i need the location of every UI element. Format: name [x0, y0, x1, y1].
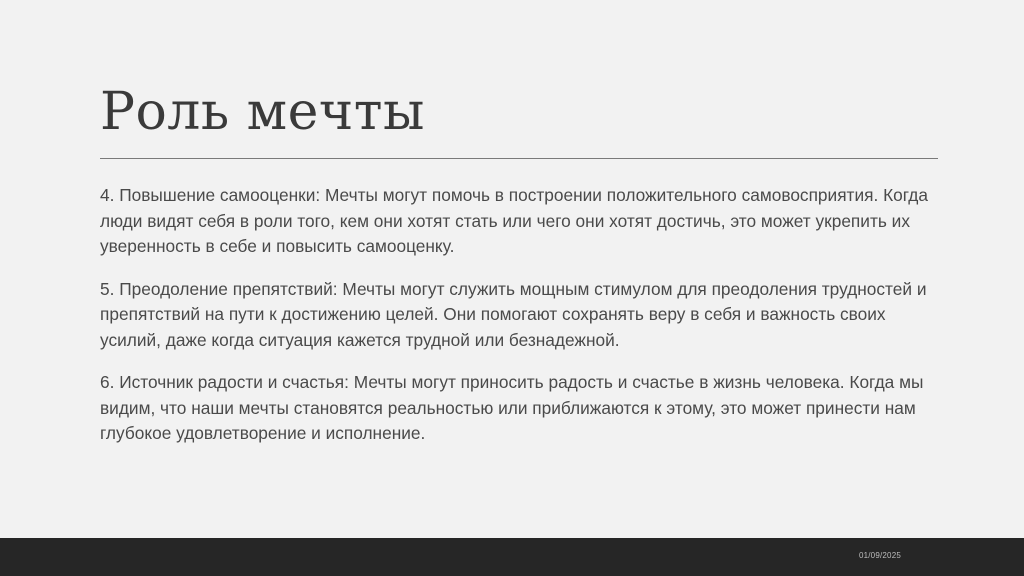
paragraph-6: 6. Источник радости и счастья: Мечты могут приносить радость и счастье в жизнь человека. Когда мы видим, что наши мечты становятся реальностью или приближаются к этому, это может принести нам глубокое удовлетворение и исполнение. — [100, 372, 924, 443]
slide-title: Роль мечты — [100, 82, 425, 142]
footer-date: 01/09/2025 — [858, 551, 901, 560]
slide-body — [100, 183, 940, 464]
paragraph-5: 5. Преодоление препятствий: Мечты могут служить мощным стимулом для преодоления трудностей и препятствий на пути к достижению целей. Они помогают сохранять веру в себя и важность своих усилий, даже когда ситуация кажется трудной или безнадежной. — [100, 278, 927, 350]
paragraph-4: 4. Повышение самооценки: Мечты могут помочь в построении положительного самовосприятия. Когда люди видят себя в роли того, кем они хотят стать или чего они хотят достичь, это может укрепить их уверенность в себе и повысить самооценку. — [100, 185, 928, 256]
title-divider — [100, 158, 938, 159]
footer-bar — [0, 538, 1024, 576]
